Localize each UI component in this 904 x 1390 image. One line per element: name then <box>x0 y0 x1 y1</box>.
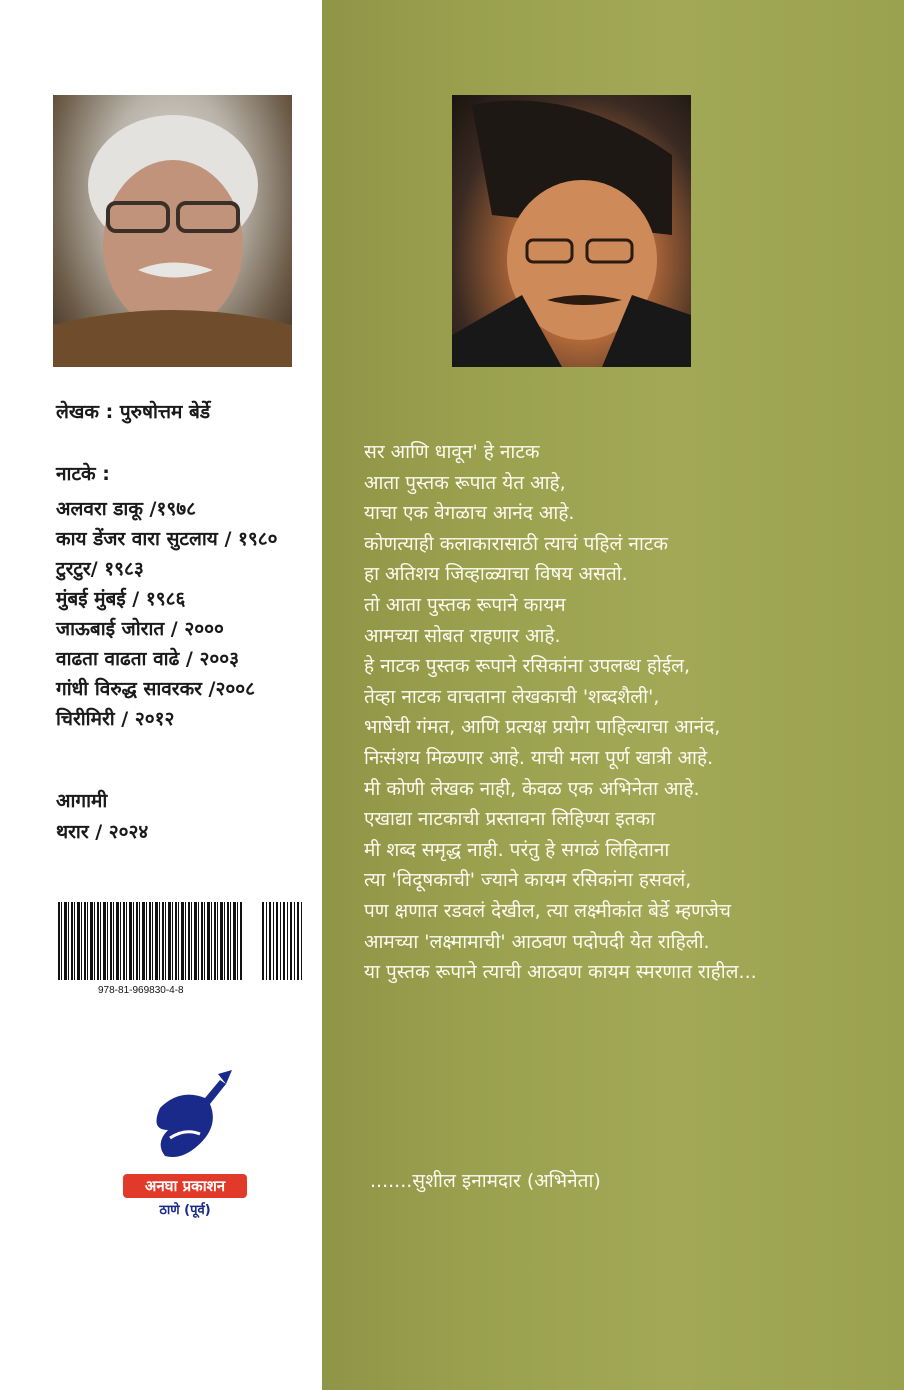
foreword-line: त्या 'विदूषकाची' ज्याने कायम रसिकांना हसवलं, <box>364 869 692 892</box>
play-item: गांधी विरुद्ध सावरकर /२००८ <box>56 678 256 700</box>
actor-photo <box>452 95 691 367</box>
play-item: टुरटुर/ १९८३ <box>56 558 144 580</box>
foreword-line: कोणत्याही कलाकारासाठी त्याचं पहिलं नाटक <box>364 532 669 555</box>
play-item: वाढता वाढता वाढे / २००३ <box>56 648 239 670</box>
foreword-line: भाषेची गंमत, आणि प्रत्यक्ष प्रयोग पाहिल्याचा आनंद, <box>364 716 721 739</box>
foreword-line: या पुस्तक रूपाने त्याची आठवण कायम स्मरणात राहील... <box>364 961 757 984</box>
foreword-line: तेव्हा नाटक वाचताना लेखकाची 'शब्दशैली', <box>364 685 660 708</box>
barcode-main <box>58 902 242 980</box>
barcode <box>58 902 304 980</box>
foreword-line: सर आणि धावून' हे नाटक <box>364 441 540 463</box>
upcoming-heading: आगामी <box>56 790 108 812</box>
play-item: चिरीमिरी / २०१२ <box>56 708 175 730</box>
barcode-addon <box>262 902 302 980</box>
foreword-line: आता पुस्तक रूपात येत आहे, <box>364 471 566 494</box>
foreword-line: तो आता पुस्तक रूपाने कायम <box>364 593 566 616</box>
foreword-line: एखाद्या नाटकाची प्रस्तावना लिहिण्या इतका <box>364 808 655 831</box>
author-photo <box>53 95 292 367</box>
foreword-line: मी कोणी लेखक नाही, केवळ एक अभिनेता आहे. <box>364 777 700 800</box>
play-item: जाऊबाई जोरात / २००० <box>56 618 224 640</box>
signature: .......सुशील इनामदार (अभिनेता) <box>370 1170 601 1192</box>
foreword-line: पण क्षणात रडवलं देखील, त्या लक्ष्मीकांत बेर्डे म्हणजेच <box>364 899 731 922</box>
play-item: काय डेंजर वारा सुटलाय / १९८० <box>56 528 278 550</box>
play-item: अलवरा डाकू /१९७८ <box>56 498 197 520</box>
publisher-place: ठाणे (पूर्व) <box>159 1203 211 1218</box>
foreword-line: आमच्या 'लक्ष्मामाची' आठवण पदोपदी येत राहिली. <box>364 930 710 953</box>
play-item: मुंबई मुंबई / १९८६ <box>56 588 186 610</box>
foreword-line: आमच्या सोबत राहणार आहे. <box>364 624 561 647</box>
foreword-text <box>364 437 757 988</box>
foreword-line: हे नाटक पुस्तक रूपाने रसिकांना उपलब्ध होईल, <box>364 655 691 678</box>
plays-heading: नाटके : <box>56 463 110 485</box>
author-line: लेखक : पुरुषोत्तम बेर्डे <box>56 401 211 423</box>
publisher-name: अनघा प्रकाशन <box>123 1174 247 1198</box>
foreword-line: निःसंशय मिळणार आहे. याची मला पूर्ण खात्री आहे. <box>364 746 714 769</box>
foreword-line: याचा एक वेगळाच आनंद आहे. <box>364 502 575 525</box>
foreword-line: मी शब्द समृद्ध नाही. परंतु हे सगळं लिहिताना <box>364 838 670 861</box>
foreword-line: हा अतिशय जिव्हाळ्याचा विषय असतो. <box>364 563 628 586</box>
plays-list <box>56 494 278 734</box>
upcoming-item: थरार / २०२४ <box>56 821 149 843</box>
isbn-number: 978-81-969830-4-8 <box>98 985 184 996</box>
